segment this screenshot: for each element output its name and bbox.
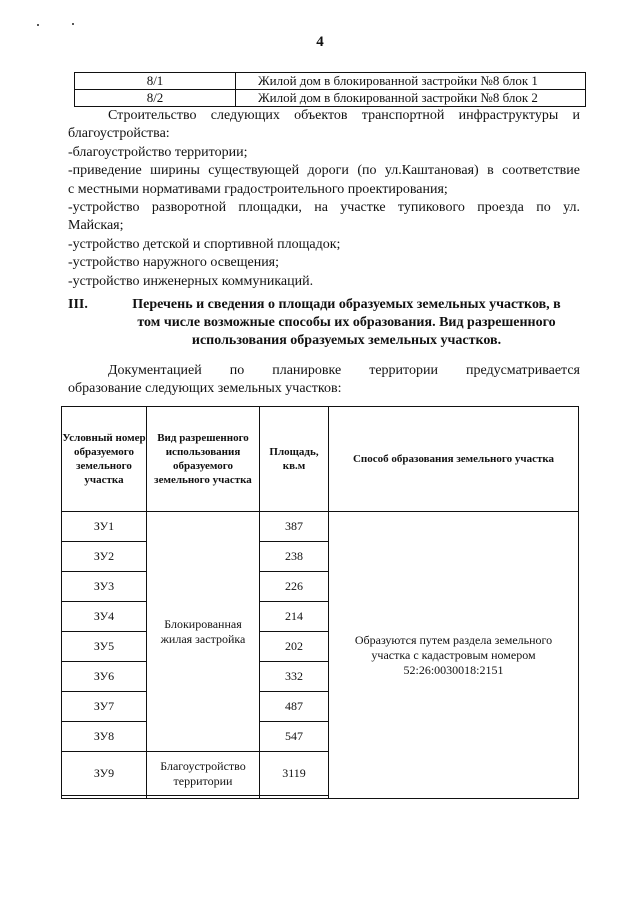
use-type-cell [147, 512, 260, 752]
heading-line: Перечень и сведения о площади образуемых земельных участков, в [132, 297, 561, 312]
use-type-cell [147, 752, 260, 796]
plot-area: 487 [260, 692, 329, 722]
building-number: 8/1 [75, 73, 236, 90]
list-item: -устройство инженерных коммуникаций. [68, 273, 314, 289]
column-header-use: Вид разрешенного использования образуемого земельного участка [147, 407, 260, 512]
plot-id: ЗУ5 [62, 632, 147, 662]
text-line: образование следующих земельных участков: [68, 381, 342, 397]
table-row [75, 90, 586, 107]
list-item: Майская; [68, 218, 124, 234]
building-description: Жилой дом в блокированной застройки №8 блок 2 [236, 90, 586, 107]
infrastructure-paragraph [68, 107, 580, 291]
empty-cell [62, 796, 147, 799]
scan-dot [72, 23, 74, 25]
use-type: Блокированная жилая застройка [160, 616, 246, 646]
section-heading [68, 296, 580, 350]
heading-line: использования образуемых земельных участков. [191, 333, 502, 348]
land-plots-table [61, 406, 579, 799]
column-header-area: Площадь, кв.м [260, 407, 329, 512]
list-item: -благоустройство территории; [68, 144, 248, 160]
plot-area: 547 [260, 722, 329, 752]
list-item: -устройство наружного освещения; [68, 255, 280, 271]
column-header-method: Способ образования земельного участка [329, 407, 579, 512]
text-line: благоустройства: [68, 126, 170, 142]
section-number: III. [68, 297, 88, 312]
table-header-row [62, 407, 579, 512]
table-row [75, 73, 586, 90]
plot-id: ЗУ4 [62, 602, 147, 632]
plot-area: 238 [260, 542, 329, 572]
page-number: 4 [316, 34, 324, 50]
plot-area: 202 [260, 632, 329, 662]
empty-cell [147, 796, 260, 799]
list-item: -приведение ширины существующей дороги (по ул.Каштановая) в соответствие [68, 163, 580, 179]
plot-id: ЗУ6 [62, 662, 147, 692]
formation-method-cell [329, 512, 579, 799]
plot-id: ЗУ1 [62, 512, 147, 542]
scan-dot [37, 24, 39, 26]
plot-area: 226 [260, 572, 329, 602]
table-row [62, 512, 579, 542]
text-line: Документацией по планировке территории предусматривается [108, 363, 580, 378]
text-line: Строительство следующих объектов транспортной инфраструктуры и [108, 108, 580, 123]
plot-area: 387 [260, 512, 329, 542]
list-item: -устройство детской и спортивной площадок; [68, 236, 341, 252]
empty-cell [260, 796, 329, 799]
list-item: с местными нормативами градостроительного проектирования; [68, 181, 448, 197]
documentation-paragraph [68, 362, 580, 399]
plot-id: ЗУ2 [62, 542, 147, 572]
plot-id: ЗУ7 [62, 692, 147, 722]
use-type: Благоустройство территории [160, 758, 246, 788]
plot-id: ЗУ8 [62, 722, 147, 752]
column-header-number: Условный номер образуемого земельного участка [62, 407, 147, 512]
building-number: 8/2 [75, 90, 236, 107]
heading-line: том числе возможные способы их образования. Вид разрешенного [137, 315, 556, 330]
buildings-table [74, 72, 586, 107]
formation-method: Образуются путем раздела земельного участка с кадастровым номером 52:26:0030018:2151 [354, 632, 553, 677]
plot-area: 3119 [260, 752, 329, 796]
list-item: -устройство разворотной площадки, на участке тупикового проезда по ул. [68, 200, 580, 216]
plot-id: ЗУ9 [62, 752, 147, 796]
building-description: Жилой дом в блокированной застройки №8 блок 1 [236, 73, 586, 90]
plot-area: 214 [260, 602, 329, 632]
plot-id: ЗУ3 [62, 572, 147, 602]
plot-area: 332 [260, 662, 329, 692]
